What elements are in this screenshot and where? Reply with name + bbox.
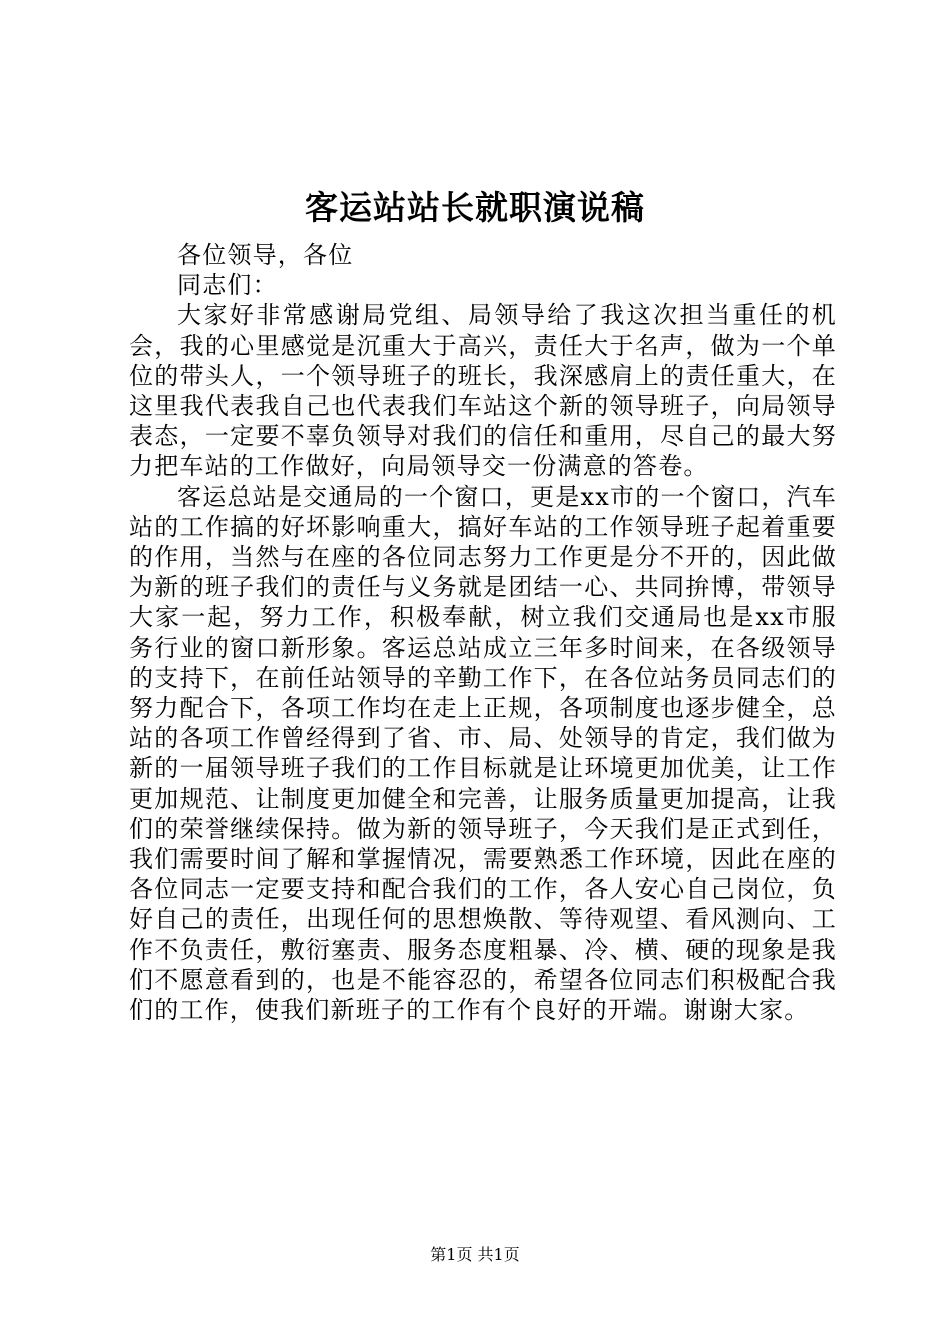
page-footer: 第1页 共1页	[430, 1245, 520, 1264]
salutation-line-1: 各位领导，各位	[177, 241, 354, 269]
paragraph-opening: 大家好非常感谢局党组、局领导给了我这次担当重任的机会，我的心里感觉是沉重大于高兴，责任大于名声，做为一个单位的带头人，一个领导班子的班长，我深感肩上的责任重大，在这里我代表我自己也代表我们车站这个新的领导班子，向局领导表态，一定要不辜负领导对我们的信任和重用，尽自己的最大努力把车站的工作做好，向局领导交一份满意的答卷。	[129, 301, 837, 481]
document-body	[129, 240, 837, 1025]
paragraph-main: 客运总站是交通局的一个窗口，更是xx市的一个窗口，汽车站的工作搞的好坏影响重大，搞好车站的工作领导班子起着重要的作用，当然与在座的各位同志努力工作更是分不开的，因此做为新的班子我们的责任与义务就是团结一心、共同拚博，带领导大家一起，努力工作，积极奉献，树立我们交通局也是xx市服务行业的窗口新形象。客运总站成立三年多时间来，在各级领导的支持下，在前任站领导的辛勤工作下，在各位站务员同志们的努力配合下，各项工作均在走上正规，各项制度也逐步健全，总站的各项工作曾经得到了省、市、局、处领导的肯定，我们做为新的一届领导班子我们的工作目标就是让环境更加优美，让工作更加规范、让制度更加健全和完善，让服务质量更加提高，让我们的荣誉继续保持。做为新的领导班子，今天我们是正式到任，我们需要时间了解和掌握情况，需要熟悉工作环境，因此在座的各位同志一定要支持和配合我们的工作，各人安心自己岗位，负好自己的责任，出现任何的思想焕散、等待观望、看风测向、工作不负责任，敷衍塞责、服务态度粗暴、冷、横、硬的现象是我们不愿意看到的，也是不能容忍的，希望各位同志们积极配合我们的工作，使我们新班子的工作有个良好的开端。谢谢大家。	[129, 482, 837, 1025]
document-title: 客运站站长就职演说稿	[305, 188, 645, 227]
salutation-line-2: 同志们：	[177, 271, 278, 300]
